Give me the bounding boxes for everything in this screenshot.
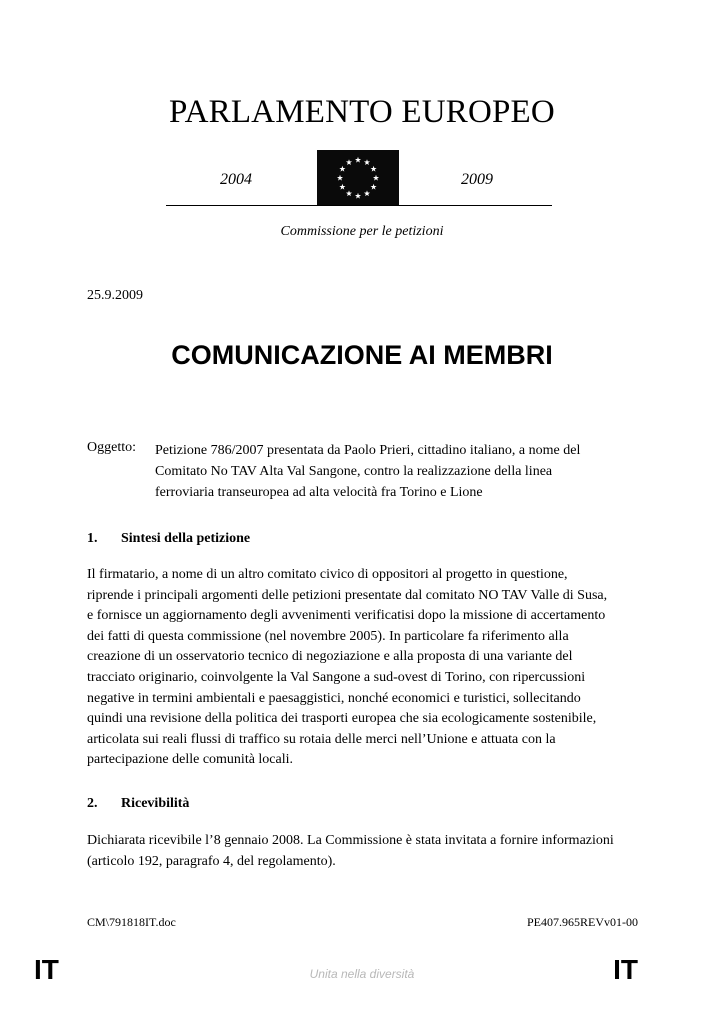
body-line: Dichiarata ricevibile l’8 gennaio 2008. La Commissione è stata invitata a fornire informazioni: [87, 833, 614, 848]
section-body-admissibility: [87, 831, 647, 872]
body-line: articolata sui reali flussi di traffico su rotaia delle merci nell’Unione e attuata con la: [87, 731, 556, 747]
term-start-year: 2004: [220, 171, 252, 188]
body-line: negative in termini ambientali e paesaggistici, nonché economici e turistici, sollecitando: [87, 690, 581, 706]
document-reference: CM\791818IT.doc: [87, 915, 176, 929]
section-heading-admissibility: [87, 796, 189, 812]
pe-reference: PE407.965REVv01-00: [527, 915, 638, 929]
committee-name: Commissione per le petizioni: [280, 224, 444, 239]
body-line: tracciato originario, coinvolgente la Val Sangone a sud-ovest di Torino, con ripercussioni: [87, 669, 586, 685]
body-line: Il firmatario, a nome di un altro comitato civico di oppositori al progetto in questione,: [87, 567, 568, 582]
body-line: quindi una revisione della politica dei trasporti europea che sia ecologicamente sostenibile,: [87, 711, 597, 727]
subject-line: Petizione 786/2007 presentata da Paolo Prieri, cittadino italiano, a nome del: [155, 443, 581, 458]
body-line: riprende i principali argomenti delle petizioni presentate dal comitato NO TAV Valle di Susa,: [87, 587, 608, 603]
section-heading-summary: [87, 531, 250, 547]
eu-flag-icon: [317, 150, 399, 206]
section-body-summary: [87, 565, 647, 771]
section-number: 1.: [87, 531, 98, 546]
document-title: COMUNICAZIONE AI MEMBRI: [171, 340, 553, 370]
section-title: Ricevibilità: [121, 796, 190, 811]
term-end-year: 2009: [461, 171, 493, 188]
body-line: (articolo 192, paragrafo 4, del regolamento).: [87, 853, 336, 869]
subject-line: ferroviaria transeuropea ad alta velocità fra Torino e Lione: [155, 485, 483, 500]
language-code-right: IT: [613, 954, 638, 985]
section-number: 2.: [87, 796, 98, 811]
body-line: e fornisce un aggiornamento degli avvenimenti verificatisi dopo la missione di accertamento: [87, 608, 606, 624]
section-title: Sintesi della petizione: [121, 531, 251, 546]
body-line: partecipazione delle comunità locali.: [87, 752, 294, 768]
header-divider: [166, 205, 552, 206]
document-date: 25.9.2009: [87, 288, 143, 303]
body-line: creazione di un osservatorio tecnico di negoziazione e alla proposta di una variante del: [87, 649, 573, 665]
body-line: dei fatti di questa commissione (nel novembre 2005). In particolare fa riferimento alla: [87, 628, 569, 644]
language-code-left: IT: [34, 954, 59, 985]
subject-label: Oggetto:: [87, 440, 136, 455]
eu-motto: Unita nella diversità: [309, 967, 415, 981]
subject-text: [155, 440, 635, 503]
institution-title: PARLAMENTO EUROPEO: [169, 94, 555, 130]
subject-line: Comitato No TAV Alta Val Sangone, contro la realizzazione della linea: [155, 464, 553, 479]
